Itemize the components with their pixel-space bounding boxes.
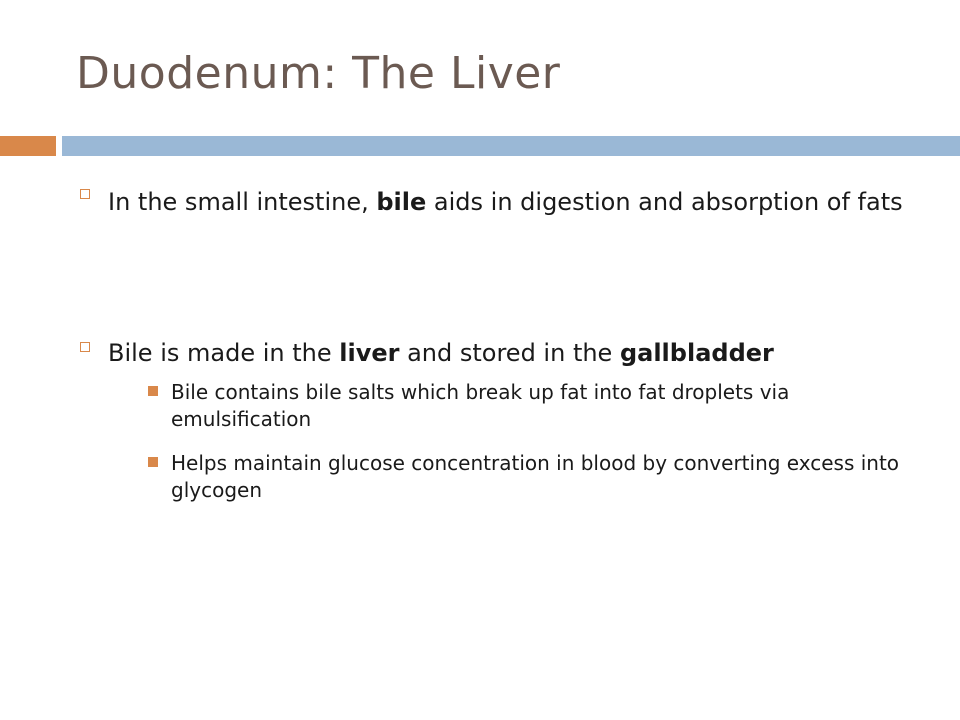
bullet-text-segment: aids in digestion and absorption of fats	[426, 188, 903, 216]
hollow-square-bullet-icon	[80, 189, 90, 199]
bullet-term-bile: bile	[376, 188, 427, 216]
bullet-text-segment: and stored in the	[399, 339, 620, 367]
bullet-term-gallbladder: gallbladder	[619, 339, 774, 367]
bullet-text-segment: Bile is made in the	[108, 339, 340, 367]
bullet-bile-production	[80, 333, 930, 373]
bullet-bile-digestion	[80, 180, 930, 225]
subbullet-bile-salts	[148, 379, 908, 433]
subbullet-text: Helps maintain glucose concentration in blood by converting excess into glycogen	[171, 451, 900, 502]
hollow-square-bullet-icon	[80, 342, 90, 352]
bullet-text-segment: In the small intestine,	[108, 188, 377, 216]
filled-square-bullet-icon	[148, 457, 158, 467]
bullet-text	[108, 333, 930, 373]
subbullet-glucose	[148, 450, 908, 504]
slide-title: Duodenum: The Liver	[76, 48, 561, 99]
filled-square-bullet-icon	[148, 386, 158, 396]
subbullet-text: Bile contains bile salts which break up fat into fat droplets via emulsification	[171, 380, 790, 431]
bullet-text	[108, 180, 930, 225]
bullet-term-liver: liver	[339, 339, 400, 367]
